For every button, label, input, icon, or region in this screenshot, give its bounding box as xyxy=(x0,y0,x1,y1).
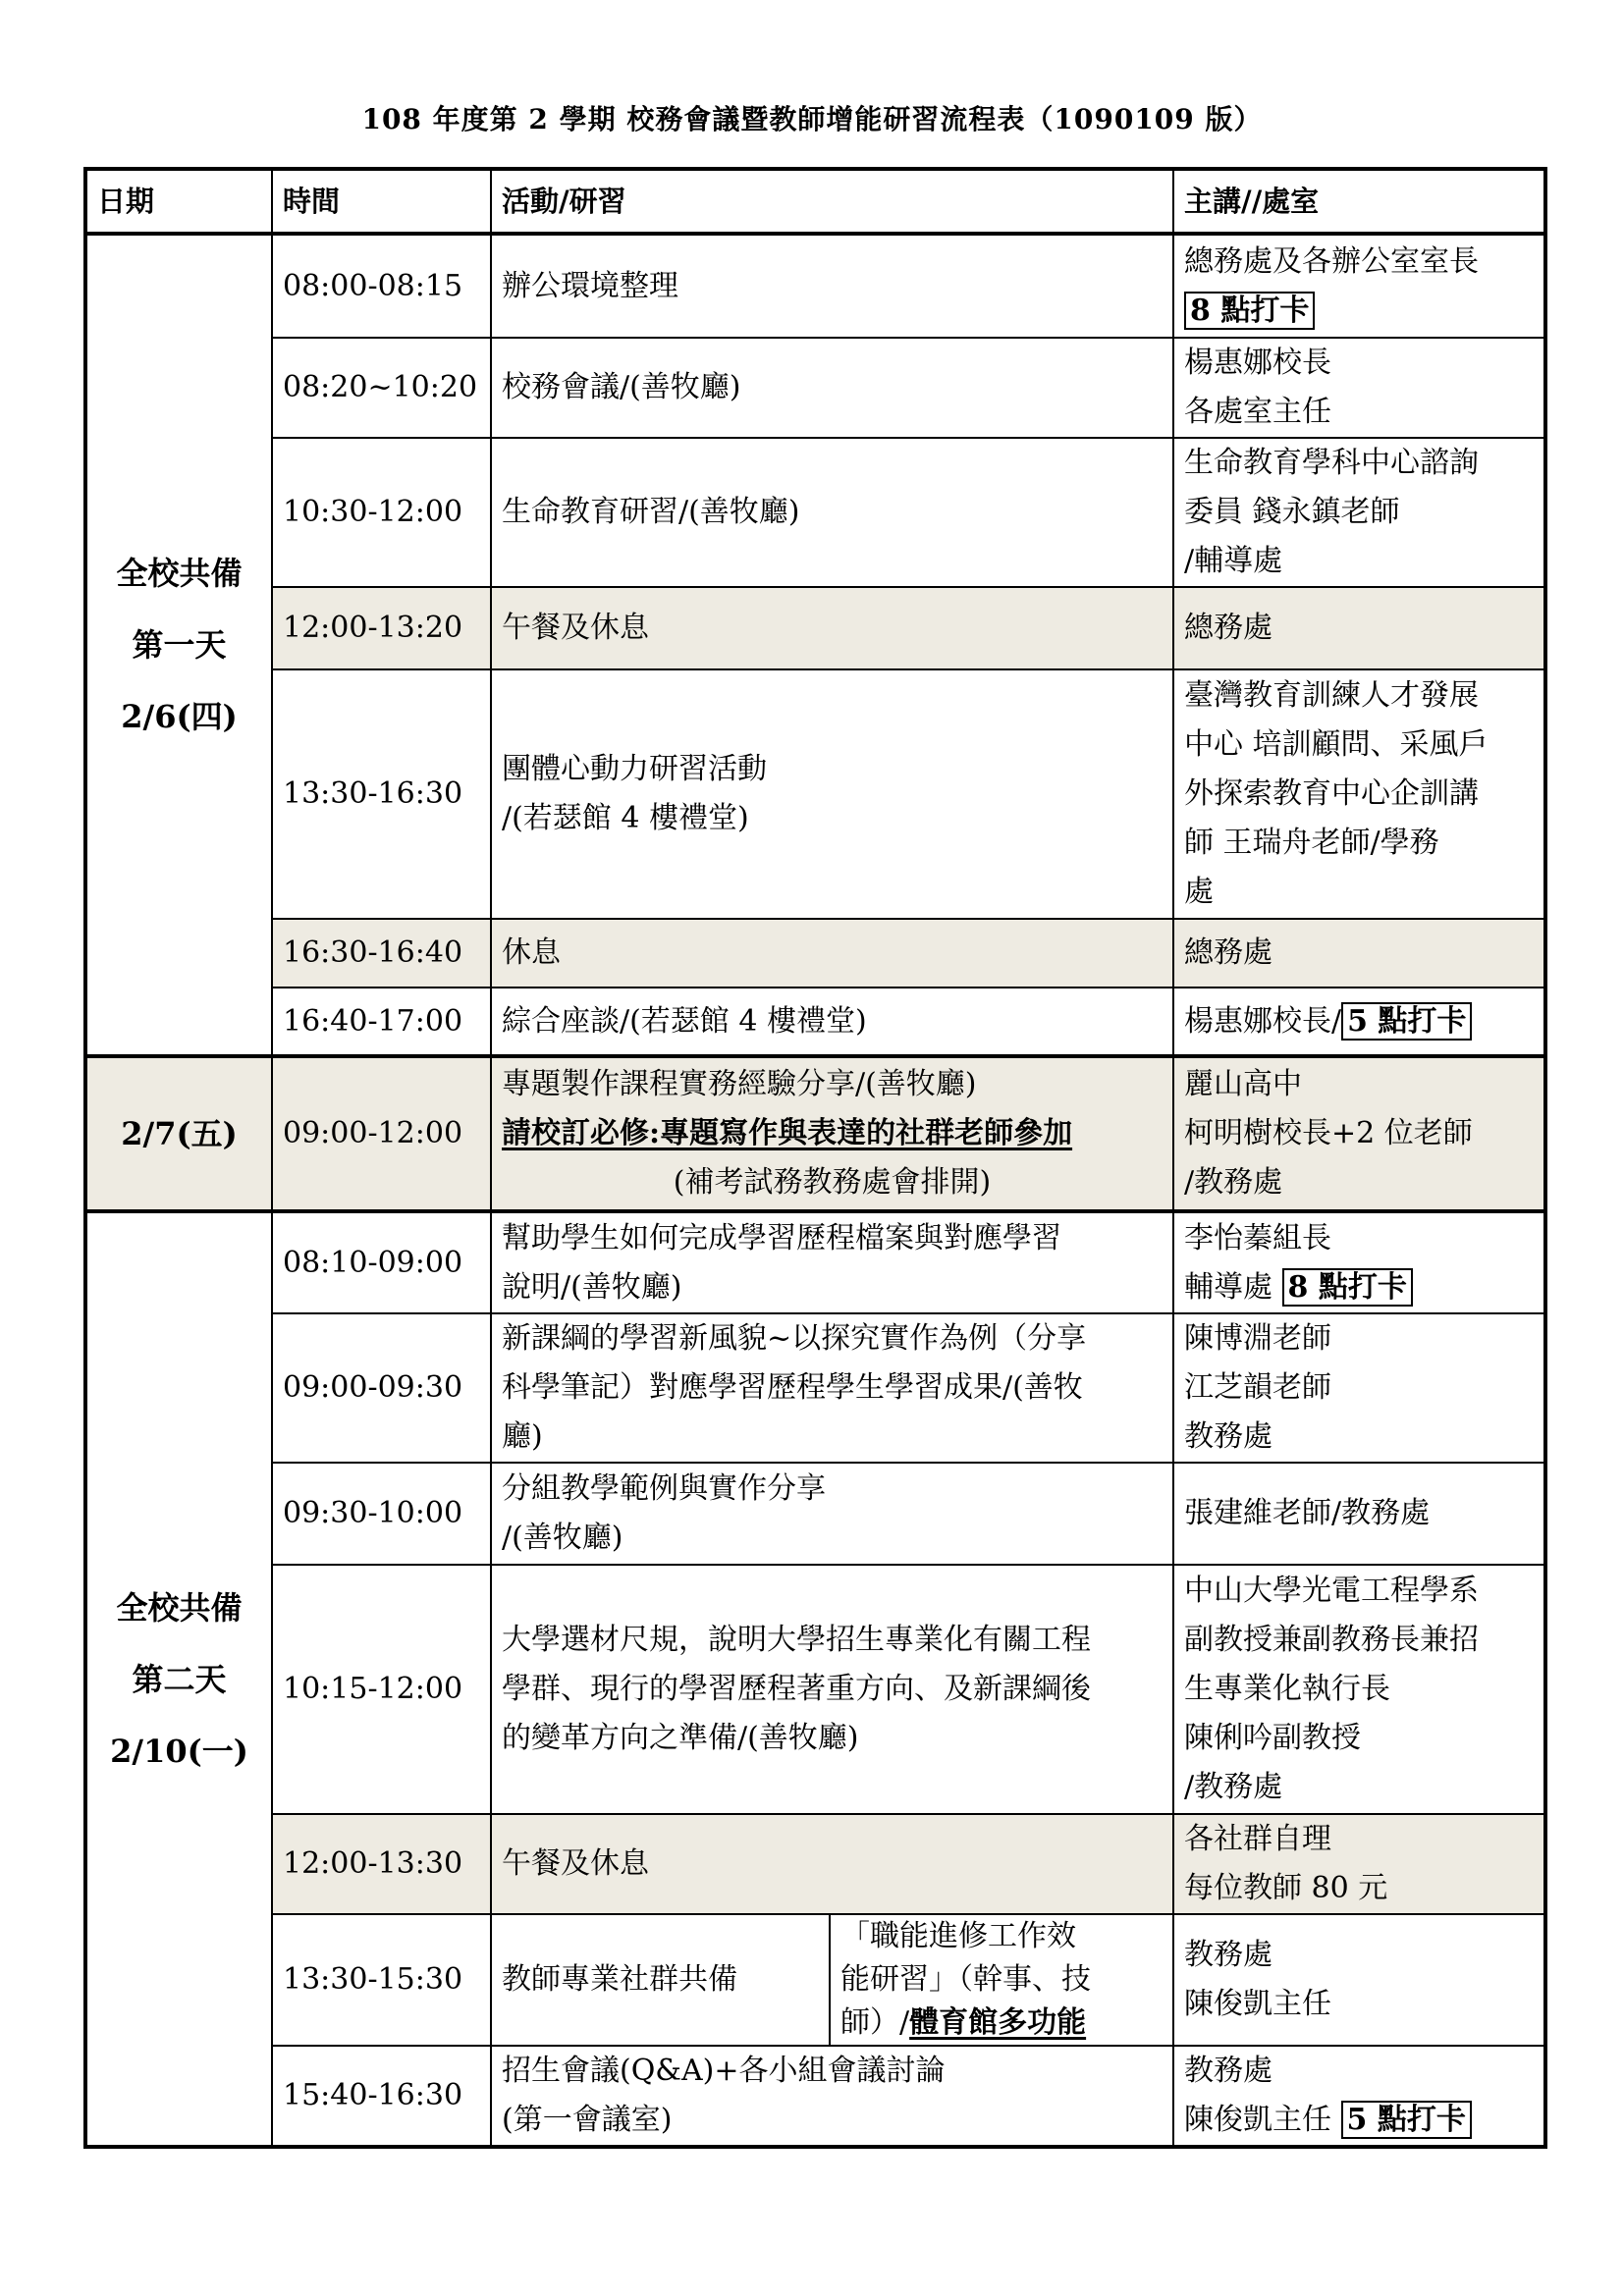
table-row xyxy=(85,1814,1545,1914)
punch-in-stamp: 5 點打卡 xyxy=(1341,2101,1472,2139)
speaker-text: 教務處 xyxy=(1184,2054,1272,2088)
activity-text: 招生會議(Q&A)+各小組會議討論 xyxy=(502,2054,946,2088)
table-row xyxy=(85,919,1545,988)
activity-cell xyxy=(491,1211,1173,1313)
activity-cell xyxy=(491,1914,830,2046)
activity-text: 分組教學範例與實作分享 xyxy=(502,1471,826,1506)
table-row xyxy=(85,338,1545,438)
speaker-cell xyxy=(1173,587,1545,669)
activity-cell xyxy=(491,234,1173,338)
speaker-cell xyxy=(1173,438,1545,587)
activity-text: /(善牧廳) xyxy=(502,1521,623,1555)
speaker-text: 總務處及各辦公室室長 xyxy=(1184,243,1479,279)
speaker-text: 總務處 xyxy=(1184,611,1272,645)
table-row xyxy=(85,1914,1545,2046)
activity-cell xyxy=(491,669,1173,919)
time-cell: 10:30-12:00 xyxy=(272,438,491,587)
speaker-cell xyxy=(1173,1914,1545,2046)
speaker-text: 中心 培訓顧問、采風戶 xyxy=(1184,727,1489,762)
table-row xyxy=(85,1313,1545,1463)
activity-text: 休息 xyxy=(502,935,561,970)
time-cell: 16:40-17:00 xyxy=(272,988,491,1056)
time-cell: 16:30-16:40 xyxy=(272,919,491,988)
activity-cell xyxy=(491,338,1173,438)
speaker-text: 各社群自理 xyxy=(1184,1822,1331,1856)
table-row xyxy=(85,1211,1545,1313)
speaker-cell xyxy=(1173,1056,1545,1211)
speaker-text: 陳俊凱主任 xyxy=(1184,2103,1341,2137)
speaker-cell xyxy=(1173,988,1545,1056)
activity-text: 能研習」（幹事、技 xyxy=(840,1962,1091,1997)
speaker-text: 麗山高中 xyxy=(1184,1067,1302,1101)
speaker-text: 輔導處 xyxy=(1184,1269,1282,1305)
speaker-text: 臺灣教育訓練人才發展 xyxy=(1184,678,1479,713)
speaker-text: 楊惠娜校長 xyxy=(1184,346,1331,380)
activity-text: 校務會議/(善牧廳) xyxy=(502,370,741,404)
speaker-text: 生命教育學科中心諮詢 xyxy=(1184,446,1479,480)
table-row xyxy=(85,1463,1545,1565)
speaker-text: 楊惠娜校長/ xyxy=(1184,1003,1342,1039)
day1-date-line: 全校共備 xyxy=(116,555,243,592)
speaker-cell xyxy=(1173,1814,1545,1914)
activity-text: 團體心動力研習活動 xyxy=(502,752,767,786)
activity-highlight: 體育館多功能 xyxy=(909,2005,1087,2040)
speaker-cell xyxy=(1173,2046,1545,2147)
speaker-text: 教務處 xyxy=(1184,1419,1272,1454)
table-row xyxy=(85,988,1545,1056)
activity-cell xyxy=(491,1056,1173,1211)
activity-text: 的變革方向之準備/(善牧廳) xyxy=(502,1721,859,1755)
speaker-text: 委員 錢永鎮老師 xyxy=(1184,495,1400,529)
activity-text: 廳) xyxy=(502,1419,543,1454)
time-cell: 09:00-09:30 xyxy=(272,1313,491,1463)
speaker-cell xyxy=(1173,1211,1545,1313)
time-cell: 12:00-13:20 xyxy=(272,587,491,669)
time-cell: 09:30-10:00 xyxy=(272,1463,491,1565)
speaker-cell xyxy=(1173,1463,1545,1565)
activity-text: 科學筆記）對應學習歷程學生學習成果/(善牧 xyxy=(502,1370,1083,1405)
page-title: 108 年度第 2 學期 校務會議暨教師增能研習流程表（1090109 版） xyxy=(361,103,1263,135)
table-row xyxy=(85,587,1545,669)
time-cell: 13:30-15:30 xyxy=(272,1914,491,2046)
activity-text: 辦公環境整理 xyxy=(502,268,678,303)
speaker-text: 陳博淵老師 xyxy=(1184,1321,1331,1356)
activity-cell xyxy=(491,1313,1173,1463)
speaker-text: 張建維老師/教務處 xyxy=(1184,1496,1431,1530)
speaker-text: 陳俊凱主任 xyxy=(1184,1987,1331,2021)
table-row xyxy=(85,669,1545,919)
day2-date-cell xyxy=(85,1211,272,2147)
speaker-text: 陳俐吟副教授 xyxy=(1184,1721,1361,1755)
activity-text: 說明/(善牧廳) xyxy=(502,1269,682,1305)
header-time: 時間 xyxy=(272,169,491,234)
activity-text: 「職能進修工作效 xyxy=(840,1919,1076,1953)
activity-cell xyxy=(491,438,1173,587)
day1-date-line: 2/6(四) xyxy=(121,698,238,735)
activity-text: 生命教育研習/(善牧廳) xyxy=(502,495,800,529)
speaker-text: 江芝韻老師 xyxy=(1184,1370,1331,1405)
day-mid-date-cell: 2/7(五) xyxy=(85,1056,272,1211)
speaker-text: /輔導處 xyxy=(1184,544,1283,578)
day2-date-line: 2/10(一) xyxy=(110,1732,248,1770)
table-row xyxy=(85,1565,1545,1814)
speaker-text: 柯明樹校長+2 位老師 xyxy=(1184,1116,1473,1150)
activity-cell xyxy=(491,587,1173,669)
speaker-cell xyxy=(1173,1313,1545,1463)
activity-text: 幫助學生如何完成學習歷程檔案與對應學習 xyxy=(502,1220,1061,1255)
activity-text: 綜合座談/(若瑟館 4 樓禮堂) xyxy=(502,1003,867,1039)
day1-date-cell xyxy=(85,234,272,1056)
speaker-text: 生專業化執行長 xyxy=(1184,1672,1390,1706)
day1-date-line: 第一天 xyxy=(132,626,227,664)
table-row xyxy=(85,2046,1545,2147)
table-row xyxy=(85,234,1545,338)
speaker-cell xyxy=(1173,234,1545,338)
table-row xyxy=(85,438,1545,587)
activity-note: (補考試務教務處會排開) xyxy=(673,1165,992,1200)
speaker-text: 師 王瑞舟老師/學務 xyxy=(1184,826,1439,860)
activity-text: 午餐及休息 xyxy=(502,611,649,645)
speaker-text: 各處室主任 xyxy=(1184,395,1331,429)
speaker-cell xyxy=(1173,919,1545,988)
activity-text: 大學選材尺規，說明大學招生專業化有關工程 xyxy=(502,1623,1091,1657)
speaker-text: /教務處 xyxy=(1184,1770,1283,1804)
speaker-text: 李怡蓁組長 xyxy=(1184,1220,1331,1255)
time-cell: 09:00-12:00 xyxy=(272,1056,491,1211)
activity-text: 師）/ xyxy=(840,2005,910,2040)
time-cell: 15:40-16:30 xyxy=(272,2046,491,2147)
activity-text: 學群、現行的學習歷程著重方向、及新課綱後 xyxy=(502,1672,1091,1706)
activity-text: 新課綱的學習新風貌~以探究實作為例（分享 xyxy=(502,1321,1087,1356)
punch-in-stamp: 8 點打卡 xyxy=(1184,292,1315,330)
schedule-table xyxy=(83,167,1547,2149)
speaker-text: 外探索教育中心企訓講 xyxy=(1184,776,1479,811)
speaker-text: 中山大學光電工程學系 xyxy=(1184,1574,1479,1608)
activity-cell xyxy=(491,1814,1173,1914)
activity-text: (第一會議室) xyxy=(502,2103,673,2137)
activity-cell xyxy=(491,2046,1173,2147)
activity-cell xyxy=(491,988,1173,1056)
time-cell: 13:30-16:30 xyxy=(272,669,491,919)
speaker-text: 副教授兼副教務長兼招 xyxy=(1184,1623,1479,1657)
speaker-text: 處 xyxy=(1184,875,1214,909)
punch-in-stamp: 8 點打卡 xyxy=(1282,1268,1413,1307)
speaker-cell xyxy=(1173,1565,1545,1814)
time-cell: 12:00-13:30 xyxy=(272,1814,491,1914)
speaker-cell xyxy=(1173,338,1545,438)
time-cell: 08:10-09:00 xyxy=(272,1211,491,1313)
activity-text: /(若瑟館 4 樓禮堂) xyxy=(502,801,749,835)
activity-text: 教師專業社群共備 xyxy=(502,1962,737,1997)
activity-cell xyxy=(491,1565,1173,1814)
time-cell: 08:20~10:20 xyxy=(272,338,491,438)
day2-date-line: 第二天 xyxy=(132,1660,227,1698)
header-activity: 活動/研習 xyxy=(491,169,1173,234)
header-row xyxy=(85,169,1545,234)
activity-cell xyxy=(491,919,1173,988)
header-speaker: 主講//處室 xyxy=(1173,169,1545,234)
activity-cell-secondary xyxy=(830,1914,1173,2046)
header-date: 日期 xyxy=(85,169,272,234)
activity-text: 專題製作課程實務經驗分享/(善牧廳) xyxy=(502,1067,977,1101)
table-row xyxy=(85,1056,1545,1211)
speaker-text: /教務處 xyxy=(1184,1165,1283,1200)
time-cell: 10:15-12:00 xyxy=(272,1565,491,1814)
activity-text: 午餐及休息 xyxy=(502,1846,649,1881)
activity-cell xyxy=(491,1463,1173,1565)
speaker-text: 每位教師 80 元 xyxy=(1184,1871,1388,1905)
punch-in-stamp: 5 點打卡 xyxy=(1341,1002,1472,1041)
day2-date-line: 全校共備 xyxy=(116,1588,243,1627)
time-cell: 08:00-08:15 xyxy=(272,234,491,338)
speaker-text: 教務處 xyxy=(1184,1938,1272,1972)
activity-highlight: 請校訂必修:專題寫作與表達的社群老師參加 xyxy=(502,1116,1073,1150)
speaker-text: 總務處 xyxy=(1184,935,1272,970)
speaker-cell xyxy=(1173,669,1545,919)
